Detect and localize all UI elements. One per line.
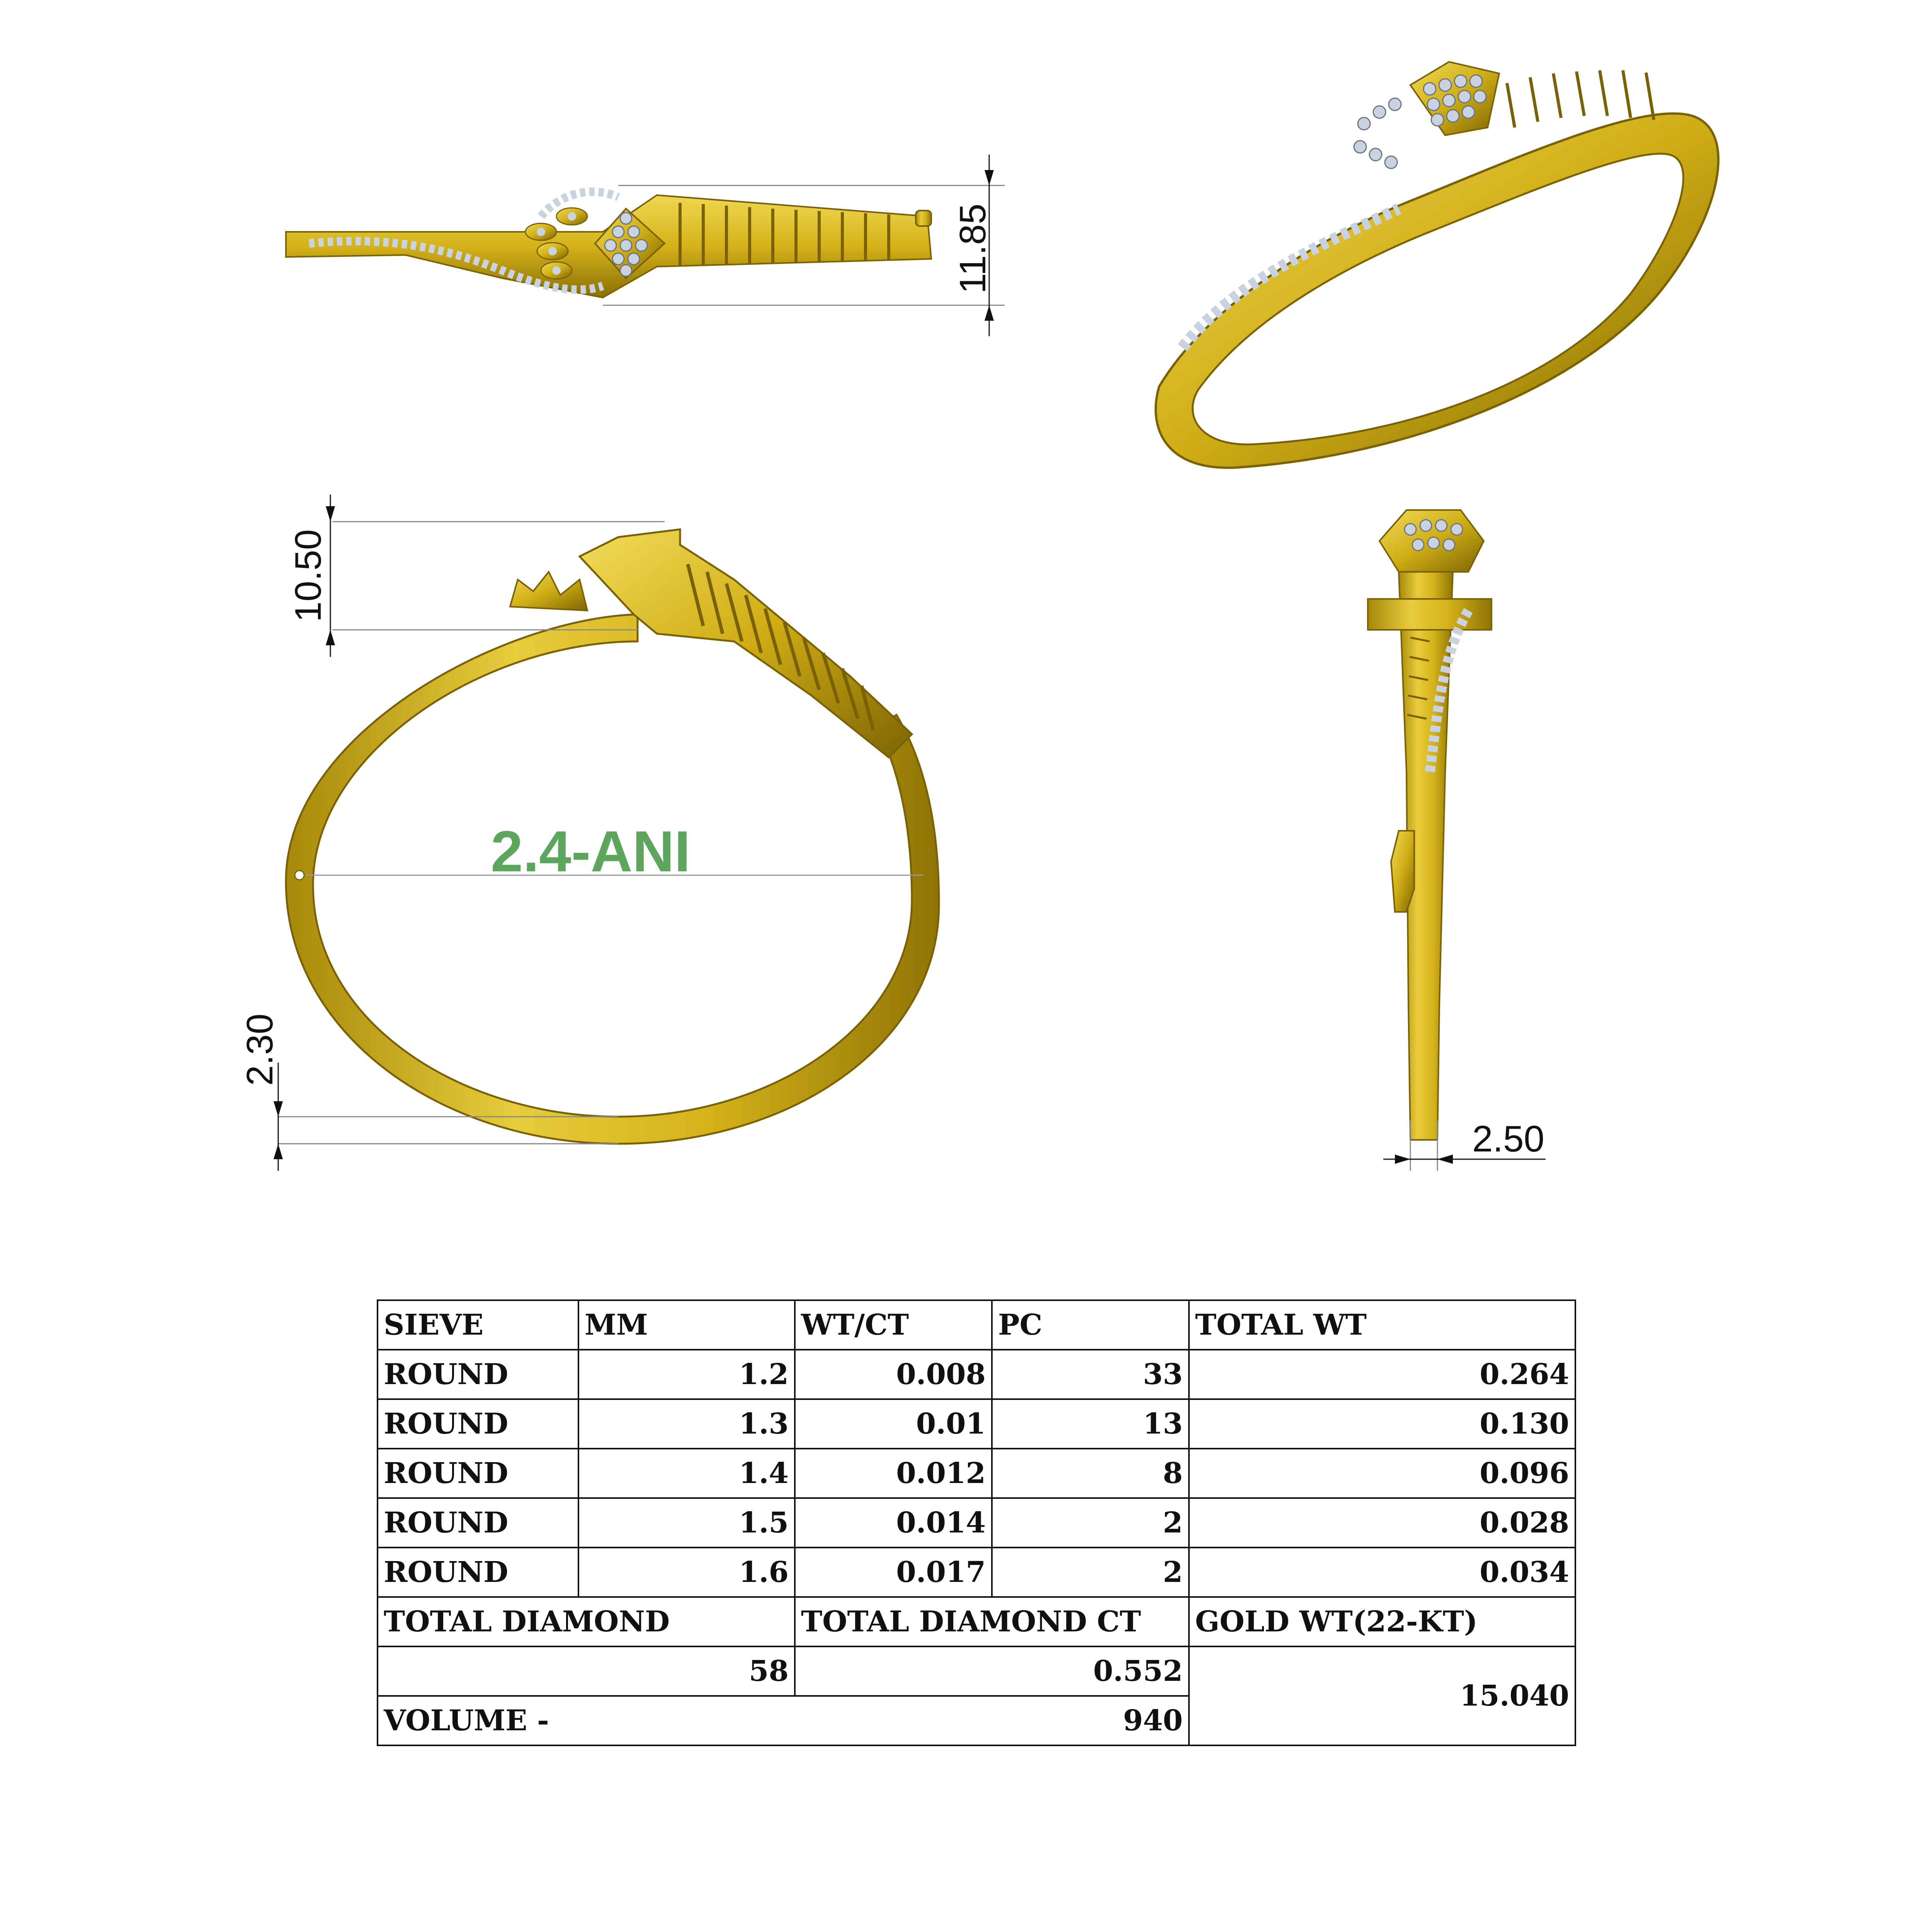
header-wt-ct: WT/CT [795, 1300, 992, 1350]
dimension-band-width-label: 2.50 [1472, 1118, 1544, 1160]
cell-mm: 1.4 [578, 1449, 795, 1498]
cell-pc: 33 [992, 1350, 1189, 1399]
model-code: 2.4-ANI [491, 819, 690, 884]
diamond-spec-table [377, 1299, 1576, 1746]
header-sieve: SIEVE [378, 1300, 578, 1350]
table-row [378, 1498, 1575, 1548]
gold-wt-value: 15.040 [1189, 1646, 1575, 1745]
cell-total-wt: 0.130 [1189, 1399, 1575, 1449]
cell-mm: 1.5 [578, 1498, 795, 1548]
cell-pc: 8 [992, 1449, 1189, 1498]
dimension-band-thickness-label: 2.30 [239, 1014, 281, 1086]
total-diamond-value: 58 [378, 1646, 795, 1696]
side-view-collar [1368, 599, 1492, 630]
cell-total-wt: 0.034 [1189, 1548, 1575, 1597]
dimension-head-height-label: 10.50 [287, 529, 329, 622]
perspective-head [1354, 62, 1499, 168]
gold-wt-label: GOLD WT(22-KT) [1189, 1597, 1575, 1646]
total-diamond-ct-label: TOTAL DIAMOND CT [795, 1597, 1189, 1646]
volume-value: 940 [795, 1696, 1189, 1745]
table-row [378, 1399, 1575, 1449]
cell-sieve: ROUND [378, 1449, 578, 1498]
cell-mm: 1.6 [578, 1548, 795, 1597]
perspective-view [1156, 62, 1718, 468]
cell-sieve: ROUND [378, 1399, 578, 1449]
cell-wt-ct: 0.01 [795, 1399, 992, 1449]
header-pc: PC [992, 1300, 1189, 1350]
dimension-height-top-label: 11.85 [952, 203, 993, 294]
side-view-clasp [1391, 831, 1414, 912]
volume-label: VOLUME - [378, 1696, 795, 1745]
table-row [378, 1449, 1575, 1498]
table-row [378, 1350, 1575, 1399]
cell-total-wt: 0.264 [1189, 1350, 1575, 1399]
cell-mm: 1.3 [578, 1399, 795, 1449]
cell-mm: 1.2 [578, 1350, 795, 1399]
cell-wt-ct: 0.014 [795, 1498, 992, 1548]
cell-total-wt: 0.028 [1189, 1498, 1575, 1548]
header-total-wt: TOTAL WT [1189, 1300, 1575, 1350]
total-diamond-label: TOTAL DIAMOND [378, 1597, 795, 1646]
total-diamond-ct-value: 0.552 [795, 1646, 1189, 1696]
cell-wt-ct: 0.008 [795, 1350, 992, 1399]
cell-sieve: ROUND [378, 1498, 578, 1548]
summary-label-row [378, 1597, 1575, 1646]
top-view-hinge [916, 211, 931, 226]
table-row [378, 1548, 1575, 1597]
table-header-row [378, 1300, 1575, 1350]
summary-value-row [378, 1646, 1575, 1696]
header-mm: MM [578, 1300, 795, 1350]
cell-pc: 2 [992, 1548, 1189, 1597]
top-view [286, 192, 931, 298]
cell-wt-ct: 0.017 [795, 1548, 992, 1597]
cell-wt-ct: 0.012 [795, 1449, 992, 1498]
cell-sieve: ROUND [378, 1548, 578, 1597]
cell-pc: 13 [992, 1399, 1189, 1449]
front-head-shoulder [580, 529, 912, 757]
cell-total-wt: 0.096 [1189, 1449, 1575, 1498]
side-view [1368, 510, 1492, 1140]
cell-sieve: ROUND [378, 1350, 578, 1399]
front-center-dot [295, 871, 304, 880]
cell-pc: 2 [992, 1498, 1189, 1548]
